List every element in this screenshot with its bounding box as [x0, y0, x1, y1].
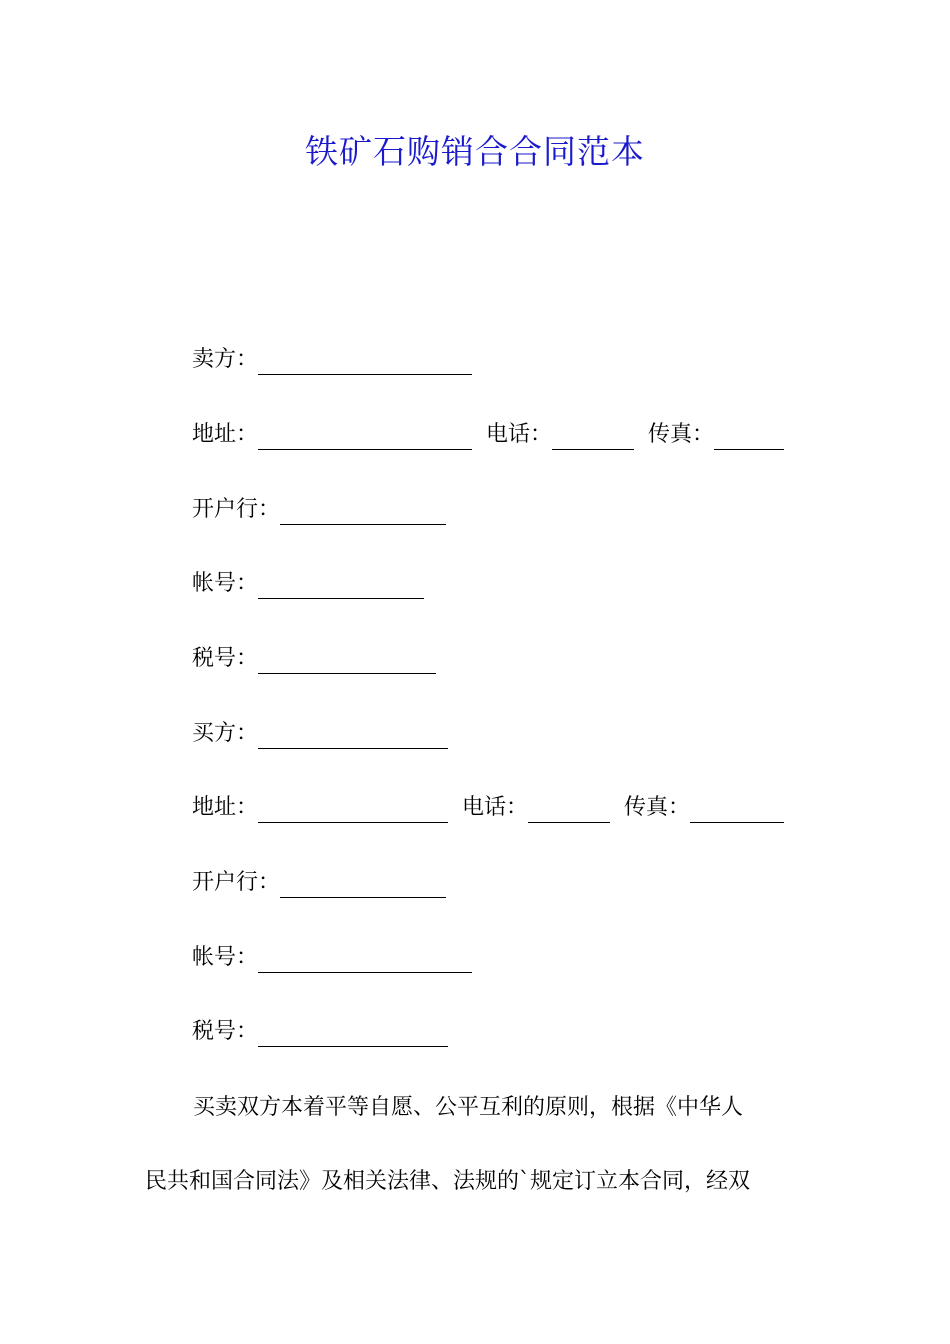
seller-bank-row [192, 490, 446, 530]
buyer-account-label: 帐号： [192, 945, 259, 970]
seller-name-label: 卖方： [192, 347, 259, 372]
seller-account-row [192, 564, 424, 604]
buyer-name-blank[interactable] [258, 714, 448, 749]
buyer-account-blank[interactable] [258, 938, 472, 973]
seller-phone-label: 电话： [486, 422, 553, 447]
buyer-name-row [192, 714, 448, 754]
seller-tax-blank[interactable] [258, 639, 436, 674]
seller-account-label: 帐号： [192, 571, 259, 596]
seller-fax-label: 传真： [648, 422, 715, 447]
seller-address-row [192, 415, 784, 455]
seller-phone-blank[interactable] [552, 415, 634, 450]
buyer-fax-label: 传真： [624, 795, 691, 820]
seller-address-blank[interactable] [258, 415, 472, 450]
buyer-phone-blank[interactable] [528, 788, 610, 823]
seller-name-row [192, 340, 472, 380]
buyer-address-blank[interactable] [258, 788, 448, 823]
seller-bank-label: 开户行： [192, 497, 281, 522]
buyer-phone-label: 电话： [462, 795, 529, 820]
body-paragraph-line-2: 民共和国合同法》及相关法律、法规的`规定订立本合同，经双 [145, 1169, 751, 1194]
buyer-address-label: 地址： [192, 795, 259, 820]
body-paragraph-line-1: 买卖双方本着平等自愿、公平互利的原则，根据《中华人 [193, 1095, 744, 1120]
buyer-tax-row [192, 1012, 448, 1052]
buyer-bank-label: 开户行： [192, 870, 281, 895]
seller-name-blank[interactable] [258, 340, 472, 375]
seller-address-label: 地址： [192, 422, 259, 447]
buyer-tax-blank[interactable] [258, 1012, 448, 1047]
buyer-tax-label: 税号： [192, 1019, 259, 1044]
buyer-bank-blank[interactable] [280, 863, 446, 898]
seller-fax-blank[interactable] [714, 415, 784, 450]
seller-tax-label: 税号： [192, 646, 259, 671]
buyer-bank-row [192, 863, 446, 903]
seller-tax-row [192, 639, 436, 679]
buyer-account-row [192, 938, 472, 978]
buyer-fax-blank[interactable] [690, 788, 784, 823]
document-title: 铁矿石购销合合同范本 [305, 132, 645, 171]
seller-account-blank[interactable] [258, 564, 424, 599]
buyer-name-label: 买方： [192, 721, 259, 746]
seller-bank-blank[interactable] [280, 490, 446, 525]
buyer-address-row [192, 788, 784, 828]
